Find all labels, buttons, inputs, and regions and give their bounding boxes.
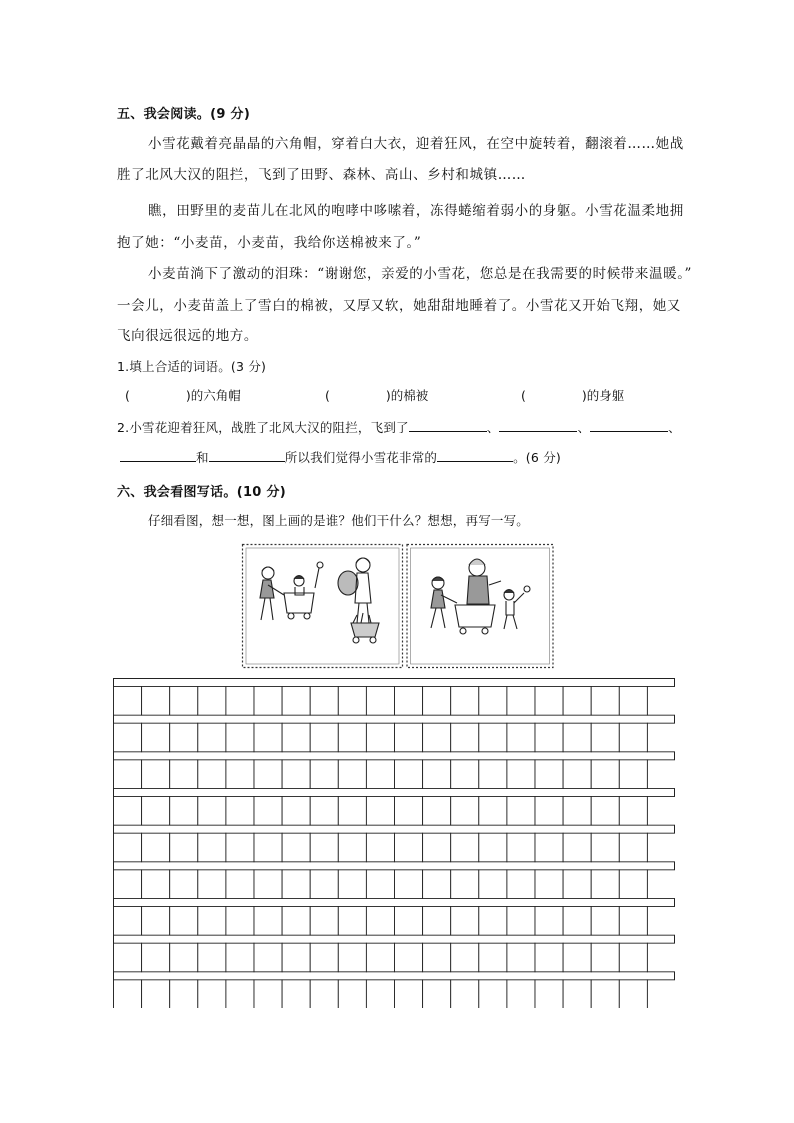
grid-cell[interactable]	[451, 797, 479, 826]
q2-blank-5[interactable]	[209, 449, 285, 462]
grid-cell[interactable]	[310, 797, 338, 826]
grid-cell[interactable]	[338, 907, 366, 936]
grid-cell[interactable]	[114, 943, 142, 972]
grid-cell[interactable]	[338, 687, 366, 716]
grid-cell[interactable]	[142, 833, 170, 862]
grid-cell[interactable]	[226, 907, 254, 936]
grid-cell[interactable]	[198, 833, 226, 862]
grid-cell[interactable]	[647, 797, 675, 826]
grid-cell[interactable]	[451, 907, 479, 936]
section5-title: 五、我会阅读。(9 分)	[117, 107, 251, 122]
grid-cell[interactable]	[310, 833, 338, 862]
grid-cell[interactable]	[114, 797, 142, 826]
grid-cell[interactable]	[254, 723, 282, 752]
grid-cell[interactable]	[170, 723, 198, 752]
grid-cell[interactable]	[338, 980, 366, 1008]
grid-cell[interactable]	[507, 687, 535, 716]
grid-cell[interactable]	[282, 687, 310, 716]
grid-cell[interactable]	[142, 870, 170, 899]
grid-cell[interactable]	[563, 980, 591, 1008]
grid-cell[interactable]	[395, 723, 423, 752]
grid-cell[interactable]	[142, 723, 170, 752]
grid-cell[interactable]	[226, 797, 254, 826]
grid-cell[interactable]	[142, 907, 170, 936]
grid-cell[interactable]	[451, 980, 479, 1008]
para2-line1: 瞧，田野里的麦苗儿在北风的咆哮中哆嗦着，冻得蜷缩着弱小的身躯。小雪花温柔地拥	[148, 203, 684, 219]
grid-cell[interactable]	[479, 723, 507, 752]
grid-cell[interactable]	[591, 833, 619, 862]
q2-line1: 2.小雪花迎着狂风，战胜了北风大汉的阻拦，飞到了 、 、 、	[117, 420, 681, 435]
grid-cell[interactable]	[563, 943, 591, 972]
grid-cell[interactable]	[338, 870, 366, 899]
grid-cell[interactable]	[507, 797, 535, 826]
grid-cell[interactable]	[591, 870, 619, 899]
grid-cell[interactable]	[254, 797, 282, 826]
q1-item-3[interactable]: ( )的身躯	[521, 388, 625, 403]
grid-cell[interactable]	[479, 833, 507, 862]
grid-cell[interactable]	[366, 943, 394, 972]
grid-cell[interactable]	[366, 760, 394, 789]
grid-cell[interactable]	[563, 723, 591, 752]
grid-cell[interactable]	[647, 723, 675, 752]
grid-cell[interactable]	[282, 943, 310, 972]
grid-cell[interactable]	[338, 797, 366, 826]
grid-cell[interactable]	[366, 687, 394, 716]
grid-cell[interactable]	[423, 760, 451, 789]
grid-cell[interactable]	[395, 833, 423, 862]
grid-cell[interactable]	[282, 723, 310, 752]
grid-cell[interactable]	[423, 833, 451, 862]
grid-cell[interactable]	[423, 797, 451, 826]
grid-cell[interactable]	[198, 907, 226, 936]
grid-cell[interactable]	[198, 723, 226, 752]
grid-cell[interactable]	[507, 723, 535, 752]
picture-illustration	[241, 543, 555, 669]
para3-line1: 小麦苗淌下了激动的泪珠：“谢谢您，亲爱的小雪花，您总是在我需要的时候带来温暖。”	[148, 266, 693, 282]
grid-cell[interactable]	[198, 943, 226, 972]
grid-cell[interactable]	[423, 943, 451, 972]
grid-cell[interactable]	[591, 907, 619, 936]
grid-cell[interactable]	[479, 797, 507, 826]
grid-cell[interactable]	[395, 943, 423, 972]
grid-cell[interactable]	[619, 760, 647, 789]
grid-cell[interactable]	[591, 797, 619, 826]
grid-cell[interactable]	[535, 723, 563, 752]
grid-cell[interactable]	[366, 907, 394, 936]
grid-cell[interactable]	[395, 980, 423, 1008]
grid-cell[interactable]	[479, 980, 507, 1008]
grid-cell[interactable]	[170, 943, 198, 972]
grid-cell[interactable]	[619, 797, 647, 826]
grid-cell[interactable]	[535, 943, 563, 972]
grid-cell[interactable]	[254, 687, 282, 716]
grid-cell[interactable]	[395, 687, 423, 716]
grid-cell[interactable]	[423, 870, 451, 899]
grid-cell[interactable]	[479, 907, 507, 936]
grid-cell[interactable]	[254, 760, 282, 789]
grid-cell[interactable]	[535, 870, 563, 899]
q1-stem: 1.填上合适的词语。(3 分)	[117, 359, 267, 374]
grid-cell[interactable]	[366, 723, 394, 752]
q2-blank-6[interactable]	[437, 449, 513, 462]
grid-cell[interactable]	[591, 943, 619, 972]
grid-cell[interactable]	[619, 980, 647, 1008]
grid-cell[interactable]	[310, 687, 338, 716]
q2-blank-1[interactable]	[409, 419, 487, 432]
grid-cell[interactable]	[619, 833, 647, 862]
grid-cell[interactable]	[310, 760, 338, 789]
grid-cell[interactable]	[423, 980, 451, 1008]
grid-cell[interactable]	[507, 760, 535, 789]
grid-cell[interactable]	[366, 797, 394, 826]
grid-cell[interactable]	[142, 760, 170, 789]
grid-cell[interactable]	[338, 943, 366, 972]
grid-cell[interactable]	[338, 723, 366, 752]
grid-cell[interactable]	[619, 723, 647, 752]
grid-cell[interactable]	[563, 907, 591, 936]
grid-cell[interactable]	[170, 797, 198, 826]
grid-cell[interactable]	[451, 760, 479, 789]
grid-cell[interactable]	[507, 870, 535, 899]
q2-blank-3[interactable]	[590, 419, 668, 432]
grid-cell[interactable]	[114, 833, 142, 862]
grid-cell[interactable]	[282, 907, 310, 936]
grid-cell[interactable]	[591, 687, 619, 716]
grid-cell[interactable]	[507, 980, 535, 1008]
grid-cell[interactable]	[114, 760, 142, 789]
grid-cell[interactable]	[647, 980, 675, 1008]
grid-cell[interactable]	[395, 870, 423, 899]
q2-line2: 和 所以我们觉得小雪花非常的 。(6 分)	[120, 448, 561, 466]
grid-cell[interactable]	[647, 833, 675, 862]
grid-cell[interactable]	[535, 907, 563, 936]
grid-cell[interactable]	[647, 870, 675, 899]
grid-cell[interactable]	[310, 943, 338, 972]
grid-cell[interactable]	[451, 943, 479, 972]
grid-cell[interactable]	[366, 870, 394, 899]
grid-cell[interactable]	[647, 943, 675, 972]
para2-line2: 抱了她：“小麦苗，小麦苗，我给你送棉被来了。”	[117, 235, 422, 251]
grid-cell[interactable]	[170, 980, 198, 1008]
grid-cell[interactable]	[619, 687, 647, 716]
grid-cell[interactable]	[170, 760, 198, 789]
grid-cell[interactable]	[198, 687, 226, 716]
grid-cell[interactable]	[170, 687, 198, 716]
grid-cell[interactable]	[198, 980, 226, 1008]
grid-cell[interactable]	[226, 870, 254, 899]
grid-cell[interactable]	[254, 943, 282, 972]
grid-cell[interactable]	[198, 797, 226, 826]
grid-cell[interactable]	[338, 760, 366, 789]
q2-blank-2[interactable]	[499, 419, 577, 432]
grid-cell[interactable]	[282, 833, 310, 862]
grid-cell[interactable]	[310, 980, 338, 1008]
grid-cell[interactable]	[254, 980, 282, 1008]
grid-cell[interactable]	[395, 760, 423, 789]
grid-cell[interactable]	[282, 870, 310, 899]
grid-cell[interactable]	[507, 833, 535, 862]
grid-cell[interactable]	[170, 907, 198, 936]
grid-cell[interactable]	[591, 723, 619, 752]
grid-cell[interactable]	[310, 723, 338, 752]
para3-line2: 一会儿，小麦苗盖上了雪白的棉被，又厚又软，她甜甜地睡着了。小雪花又开始飞翔，她又	[117, 298, 681, 314]
grid-cell[interactable]	[226, 687, 254, 716]
grid-cell[interactable]	[563, 833, 591, 862]
section6-title: 六、我会看图写话。(10 分)	[117, 485, 286, 500]
grid-cell[interactable]	[226, 723, 254, 752]
section6-instruction: 仔细看图，想一想，图上画的是谁？他们干什么？想想，再写一写。	[148, 513, 530, 528]
grid-cell[interactable]	[479, 943, 507, 972]
grid-cell[interactable]	[198, 760, 226, 789]
grid-cell[interactable]	[451, 723, 479, 752]
para1-line1: 小雪花戴着亮晶晶的六角帽，穿着白大衣，迎着狂风，在空中旋转着，翻滚着……她战	[148, 136, 684, 152]
grid-cell[interactable]	[366, 980, 394, 1008]
grid-cell[interactable]	[451, 687, 479, 716]
grid-cell[interactable]	[142, 943, 170, 972]
grid-cell[interactable]	[619, 870, 647, 899]
grid-cell[interactable]	[282, 760, 310, 789]
grid-cell[interactable]	[563, 797, 591, 826]
grid-cell[interactable]	[142, 687, 170, 716]
grid-cell[interactable]	[226, 943, 254, 972]
grid-cell[interactable]	[198, 870, 226, 899]
grid-cell[interactable]	[142, 797, 170, 826]
grid-cell[interactable]	[114, 723, 142, 752]
q1-item-1[interactable]: ( )的六角帽	[125, 388, 241, 403]
grid-cell[interactable]	[591, 760, 619, 789]
grid-cell[interactable]	[507, 907, 535, 936]
grid-cell[interactable]	[423, 723, 451, 752]
grid-cell[interactable]	[647, 760, 675, 789]
grid-cell[interactable]	[170, 833, 198, 862]
grid-cell[interactable]	[114, 687, 142, 716]
q1-item-2[interactable]: ( )的棉被	[325, 388, 429, 403]
grid-cell[interactable]	[619, 907, 647, 936]
grid-cell[interactable]	[395, 907, 423, 936]
grid-cell[interactable]	[535, 687, 563, 716]
grid-cell[interactable]	[226, 760, 254, 789]
grid-cell[interactable]	[310, 870, 338, 899]
grid-cell[interactable]	[535, 833, 563, 862]
q2-blank-4[interactable]	[120, 449, 196, 462]
grid-cell[interactable]	[310, 907, 338, 936]
grid-cell[interactable]	[619, 943, 647, 972]
grid-cell[interactable]	[507, 943, 535, 972]
grid-cell[interactable]	[366, 833, 394, 862]
grid-cell[interactable]	[395, 797, 423, 826]
grid-cell[interactable]	[282, 980, 310, 1008]
grid-cell[interactable]	[563, 687, 591, 716]
grid-cell[interactable]	[479, 870, 507, 899]
grid-cell[interactable]	[114, 907, 142, 936]
grid-cell[interactable]	[535, 980, 563, 1008]
grid-cell[interactable]	[563, 870, 591, 899]
grid-cell[interactable]	[591, 980, 619, 1008]
grid-cell[interactable]	[479, 760, 507, 789]
grid-cell[interactable]	[142, 980, 170, 1008]
grid-cell[interactable]	[647, 907, 675, 936]
grid-cell[interactable]	[254, 833, 282, 862]
grid-cell[interactable]	[423, 687, 451, 716]
grid-cell[interactable]	[282, 797, 310, 826]
grid-cell[interactable]	[254, 870, 282, 899]
grid-cell[interactable]	[451, 833, 479, 862]
grid-cell[interactable]	[254, 907, 282, 936]
grid-cell[interactable]	[535, 797, 563, 826]
grid-cell[interactable]	[563, 760, 591, 789]
grid-cell[interactable]	[226, 980, 254, 1008]
grid-cell[interactable]	[423, 907, 451, 936]
grid-cell[interactable]	[451, 870, 479, 899]
grid-cell[interactable]	[338, 833, 366, 862]
para1-line2: 胜了北风大汉的阻拦，飞到了田野、森林、高山、乡村和城镇……	[117, 167, 526, 183]
grid-cell[interactable]	[170, 870, 198, 899]
grid-cell[interactable]	[647, 687, 675, 716]
grid-cell[interactable]	[535, 760, 563, 789]
grid-cell[interactable]	[114, 870, 142, 899]
para3-line3: 飞向很远很远的地方。	[117, 328, 258, 344]
grid-cell[interactable]	[479, 687, 507, 716]
writing-grid[interactable]	[113, 678, 675, 1008]
grid-cell[interactable]	[226, 833, 254, 862]
grid-cell[interactable]	[114, 980, 142, 1008]
